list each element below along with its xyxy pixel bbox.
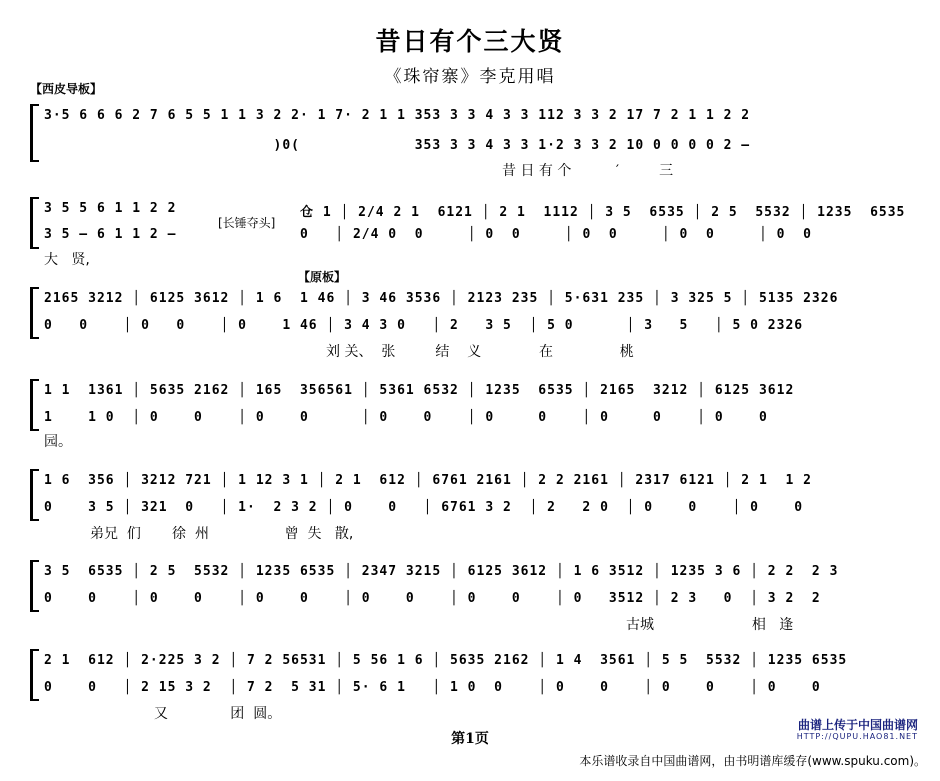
- percussion-label: [长锤夺头]: [218, 216, 276, 230]
- page-number: 第1页: [451, 731, 489, 747]
- lyrics-line: 大 贤,: [44, 252, 90, 268]
- top-staff-notes: 2165 3212 │ 6125 3612 │ 1 6 1 46 │ 3 46 3536 │ 2123 235 │ 5·631 235 │ 3 325 5 │ 5135 2326: [44, 291, 839, 306]
- score-system-3: [30, 285, 910, 365]
- system-brace: [30, 197, 39, 249]
- mode-label-yuanban: 【原板】: [298, 270, 347, 284]
- system-brace: [30, 287, 39, 339]
- bottom-staff-notes: 0 0 │ 0 0 │ 0 0 │ 0 0 │ 0 0 │ 0 3512 │ 2 3 0 │ 3 2 2: [44, 591, 821, 606]
- lyrics-line: 古城 相 逢: [626, 617, 794, 633]
- top-staff-notes: 1 1 1361 │ 5635 2162 │ 165 356561 │ 5361 6532 │ 1235 6535 │ 2165 3212 │ 6125 3612: [44, 383, 795, 398]
- bottom-staff-notes-continued: 0 │ 2/4 0 0 │ 0 0 │ 0 0 │ 0 0 │ 0 0: [300, 227, 812, 242]
- bottom-staff-notes: 0 0 │ 2 15 3 2 │ 7 2 5 31 │ 5· 6 1 │ 1 0 0 │ 0 0 │ 0 0 │ 0 0: [44, 680, 821, 695]
- bottom-staff-notes: 3 5 — 6 1 1 2 —: [44, 227, 177, 242]
- system-brace: [30, 649, 39, 701]
- score-system-5: [30, 467, 910, 547]
- system-brace: [30, 560, 39, 612]
- top-staff-notes: 3·5 6 6 6 2 7 6 5 5 1 1 3 2 2· 1 7· 2 1 1 353 3 3 4 3 3 112 3 3 2 17 7 2 1 1 2 2: [44, 108, 751, 123]
- score-system-2: [30, 195, 910, 267]
- bottom-staff-notes: )0( 353 3 3 4 3 3 1·2 3 3 2 10 0 0 0 0 2 —: [44, 138, 751, 153]
- system-brace: [30, 379, 39, 431]
- system-brace: [30, 104, 39, 162]
- bottom-staff-notes: 0 0 │ 0 0 │ 0 1 46 │ 3 4 3 0 │ 2 3 5 │ 5 0 │ 3 5 │ 5 0 2326: [44, 318, 804, 333]
- score-system-6: [30, 558, 910, 638]
- top-staff-notes: 3 5 5 6 1 1 2 2: [44, 201, 177, 216]
- top-staff-notes: 2 1 612 │ 2·225 3 2 │ 7 2 56531 │ 5 56 1 6 │ 5635 2162 │ 1 4 3561 │ 5 5 5532 │ 1235 6535: [44, 653, 848, 668]
- lyrics-line: 昔 日 有 个 ′ 三: [502, 163, 674, 179]
- watermark-text: 曲谱上传于中国曲谱网: [797, 718, 918, 732]
- bottom-staff-notes: 0 3 5 │ 321 0 │ 1· 2 3 2 │ 0 0 │ 6761 3 2 │ 2 2 0 │ 0 0 │ 0 0: [44, 500, 804, 515]
- score-title: 昔日有个三大贤: [375, 27, 565, 56]
- lyrics-line: 刘 关、 张 结 义 在 桃: [326, 344, 634, 360]
- watermark-url: HTTP://QUPU.HAO81.NET: [796, 732, 918, 741]
- bottom-staff-notes: 1 1 0 │ 0 0 │ 0 0 │ 0 0 │ 0 0 │ 0 0 │ 0 0: [44, 410, 768, 425]
- top-staff-notes: 3 5 6535 │ 2 5 5532 │ 1235 6535 │ 2347 3215 │ 6125 3612 │ 1 6 3512 │ 1235 3 6 │ 2 2 2 3: [44, 564, 839, 579]
- score-system-1: [30, 100, 910, 185]
- system-brace: [30, 469, 39, 521]
- top-staff-notes-continued: 仓 1 │ 2/4 2 1 6121 │ 2 1 1112 │ 3 5 6535 │ 2 5 5532 │ 1235 6535: [300, 205, 906, 220]
- score-system-7: [30, 647, 910, 722]
- lyrics-line: 园。: [44, 434, 72, 450]
- mode-label-xipi-daoban: 【西皮导板】: [30, 82, 103, 96]
- footer-note: 本乐谱收录自中国曲谱网，由书明谱库缓存(www.spuku.com)。: [579, 754, 926, 768]
- top-staff-notes: 1 6 356 │ 3212 721 │ 1 12 3 1 │ 2 1 612 │ 6761 2161 │ 2 2 2161 │ 2317 6121 │ 2 1 1 2: [44, 473, 812, 488]
- lyrics-line: 弟兄 们 徐 州 曾 失 散,: [90, 526, 354, 542]
- score-subtitle: 《珠帘寨》李克用唱: [384, 67, 556, 87]
- lyrics-line: 又 团 圆。: [154, 706, 282, 722]
- score-system-4: [30, 377, 910, 452]
